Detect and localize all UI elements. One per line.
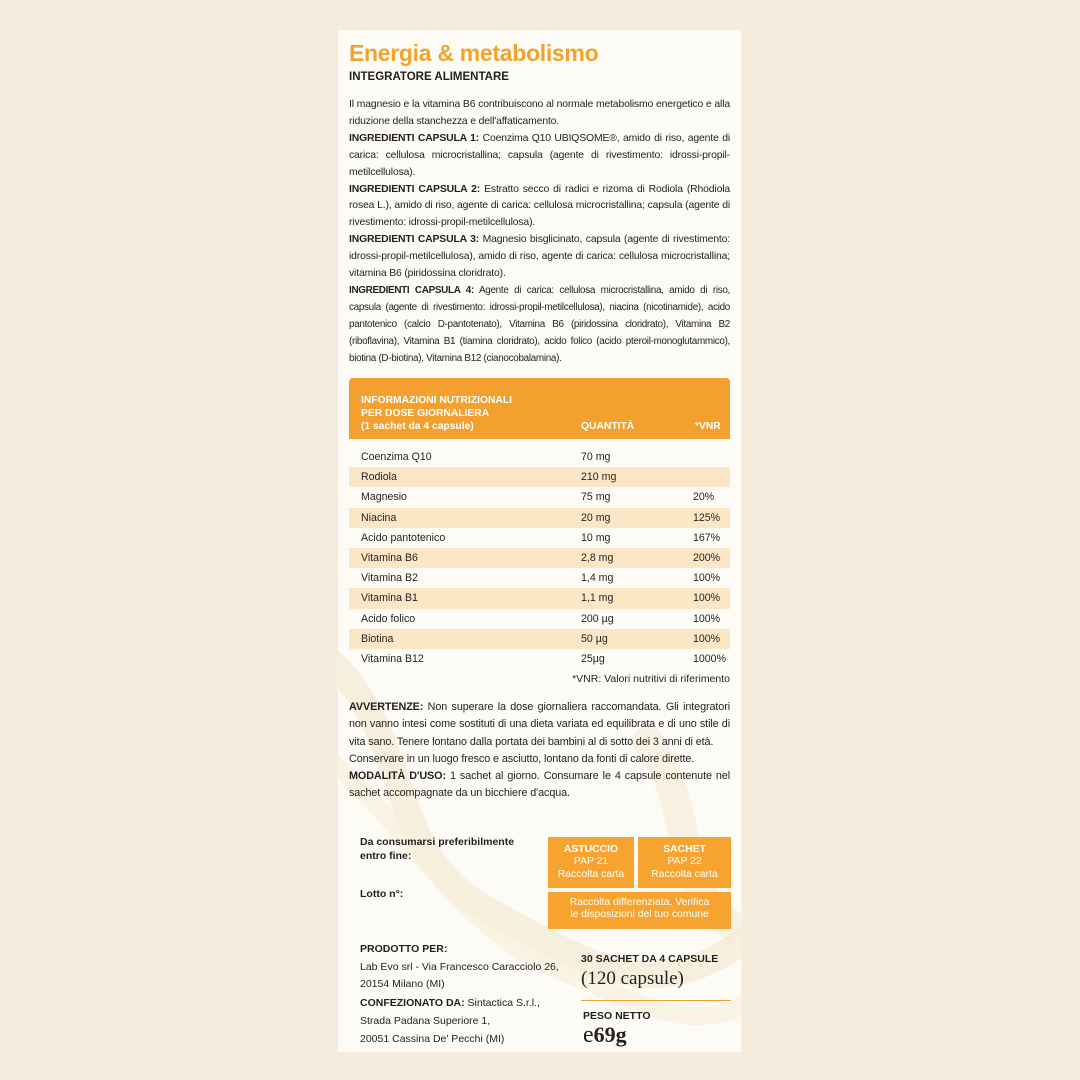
nutrition-table: [349, 378, 730, 669]
nutrient-vnr: 167%: [693, 531, 721, 544]
packed-by-line-2: Strada Padana Superiore 1,: [360, 1015, 491, 1027]
nutrient-name: Vitamina B1: [349, 588, 569, 608]
nutrient-vnr: 1000%: [693, 652, 726, 665]
nutrition-header-vnr: *VNR: [681, 378, 730, 439]
recycling-box-astuccio: ASTUCCIO PAP 21 Raccolta carta: [548, 837, 634, 888]
ingredients-capsule-1: INGREDIENTI CAPSULA 1: Coenzima Q10 UBIQSOME®, amido di riso, agente di carica: cellulosa microcristallina; capsula (agente di rivestimento: idrossi-propil-metilcellulosa).: [349, 132, 730, 178]
nutrient-vnr: 200%: [681, 548, 730, 568]
nutrient-vnr: 125%: [681, 508, 730, 528]
packed-by-line-3: 20051 Cassina De' Pecchi (MI): [360, 1033, 505, 1045]
nutrition-row: [349, 487, 730, 507]
product-subtitle: INTEGRATORE ALIMENTARE: [349, 71, 509, 83]
warnings-block: [349, 699, 730, 803]
nutrient-vnr: [681, 447, 730, 467]
nutrition-row: [349, 568, 730, 588]
nutrient-vnr: 100%: [681, 588, 730, 608]
product-title: Energia & metabolismo: [349, 40, 599, 66]
nutrient-quantity: 25µg: [581, 652, 605, 665]
nutrient-name: Niacina: [349, 508, 569, 528]
nutrient-name: Acido pantotenico: [361, 531, 446, 544]
nutrition-header-info: INFORMAZIONI NUTRIZIONALI PER DOSE GIORNALIERA (1 sachet da 4 capsule): [349, 378, 569, 439]
usage-text: MODALITÀ D'USO: 1 sachet al giorno. Consumare le 4 capsule contenute nel sachet accompagnate da un bicchiere d'acqua.: [349, 770, 730, 800]
nutrient-quantity: 1,1 mg: [569, 588, 681, 608]
nutrient-name: Biotina: [349, 629, 569, 649]
package-divider: [581, 1000, 731, 1001]
nutrient-name: Magnesio: [361, 491, 407, 504]
recycling-box-sachet: SACHET PAP 22 Raccolta carta: [638, 837, 731, 888]
nutrition-row: [349, 609, 730, 629]
nutrition-row: [349, 629, 730, 649]
nutrient-quantity: 200 µg: [581, 612, 614, 625]
nutrient-name: Rodiola: [349, 467, 569, 487]
nutrition-row: [349, 447, 730, 467]
nutrition-row: [349, 508, 730, 528]
packed-by-line-1: CONFEZIONATO DA: Sintactica S.r.l.,: [360, 997, 540, 1009]
nutrient-name: Vitamina B12: [361, 652, 424, 665]
nutrition-body: [349, 439, 730, 669]
nutrition-row: [349, 528, 730, 548]
nutrient-quantity: 1,4 mg: [581, 572, 614, 585]
description-block: [349, 97, 730, 368]
package-count: 30 SACHET DA 4 CAPSULE: [581, 953, 719, 965]
nutrient-name: Vitamina B2: [361, 572, 418, 585]
produced-for-label: PRODOTTO PER:: [360, 943, 448, 955]
nutrition-row: [349, 588, 730, 608]
nutrient-vnr: 100%: [693, 572, 721, 585]
nutrient-quantity: 70 mg: [581, 451, 611, 464]
nutrient-vnr: 20%: [693, 491, 715, 504]
e-mark-icon: e: [583, 1022, 594, 1048]
net-weight-label: PESO NETTO: [583, 1010, 651, 1022]
nutrient-vnr: 100%: [681, 629, 730, 649]
nutrient-name: Coenzima Q10: [361, 451, 432, 464]
nutrient-quantity: 20 mg: [569, 508, 681, 528]
ingredients-capsule-4: INGREDIENTI CAPSULA 4: Agente di carica: cellulosa microcristallina, amido di riso, capsula (agente di rivestimento: idrossi-propil-metilcellulosa), niacina (nicotinamide), acido pantotenico (calcio D-pantotenato), Vitamina B6 (piridossina cloridrato), Vitamina B2 (riboflavina), Vitamina B1 (tiamina cloridrato), acido folico (acido pteroil-monoglutammico), biotina (D-biotina), Vitamina B12 (cianocobalamina).: [349, 284, 730, 364]
produced-for-line-1: Lab Evo srl - Via Francesco Caracciolo 26,: [360, 961, 559, 973]
nutrient-vnr: [681, 467, 730, 487]
lot-number-label: Lotto n°:: [360, 888, 404, 900]
warnings-text: AVVERTENZE: Non superare la dose giornaliera raccomandata. Gli integratori non vanno intesi come sostituti di una dieta variata ed equilibrata e di uno stile di vita sano. Tenere lontano dalla portata dei bambini al di sotto dei 3 anni di età.: [349, 701, 730, 748]
nutrient-name: Vitamina B6: [349, 548, 569, 568]
recycling-note-box: Raccolta differenziata. Verifica le disposizioni del tuo comune: [548, 892, 731, 929]
nutrition-row: [349, 467, 730, 487]
net-weight-value: e69g: [583, 1022, 627, 1048]
nutrient-quantity: 75 mg: [581, 491, 611, 504]
nutrient-quantity: 2,8 mg: [569, 548, 681, 568]
produced-for-line-2: 20154 Milano (MI): [360, 978, 445, 990]
nutrition-header-row: [349, 378, 730, 439]
ingredients-capsule-2: INGREDIENTI CAPSULA 2: Estratto secco di radici e rizoma di Rodiola (Rhodiola rosea L.), amido di riso, agente di carica: cellulosa microcristallina; capsula (agente di rivestimento: idrossi-propil-metilcellulosa).: [349, 183, 730, 229]
storage-text: Conservare in un luogo fresco e asciutto, lontano da fonti di calore dirette.: [349, 752, 695, 765]
nutrition-header-quantity: QUANTITÀ: [569, 378, 681, 439]
nutrient-quantity: 10 mg: [581, 531, 611, 544]
nutrient-quantity: 210 mg: [569, 467, 681, 487]
product-label-panel: [338, 30, 741, 1052]
vnr-footnote: *VNR: Valori nutritivi di riferimento: [572, 673, 730, 685]
nutrient-name: Acido folico: [361, 612, 416, 625]
ingredients-capsule-3: INGREDIENTI CAPSULA 3: Magnesio bisglicinato, capsula (agente di rivestimento: idrossi-propil-metilcellulosa), amido di riso, agente di carica: cellulosa microcristallina; vitamina B6 (piridossina cloridrato).: [349, 234, 730, 280]
nutrition-row: [349, 649, 730, 669]
nutrient-vnr: 100%: [693, 612, 721, 625]
intro-text: Il magnesio e la vitamina B6 contribuiscono al normale metabolismo energetico e alla riduzione della stanchezza e dell'affaticamento.: [349, 99, 730, 127]
nutrition-row: [349, 548, 730, 568]
best-before-label: Da consumarsi preferibilmente entro fine:: [360, 836, 515, 862]
nutrient-quantity: 50 µg: [569, 629, 681, 649]
package-capsules: (120 capsule): [581, 968, 684, 989]
